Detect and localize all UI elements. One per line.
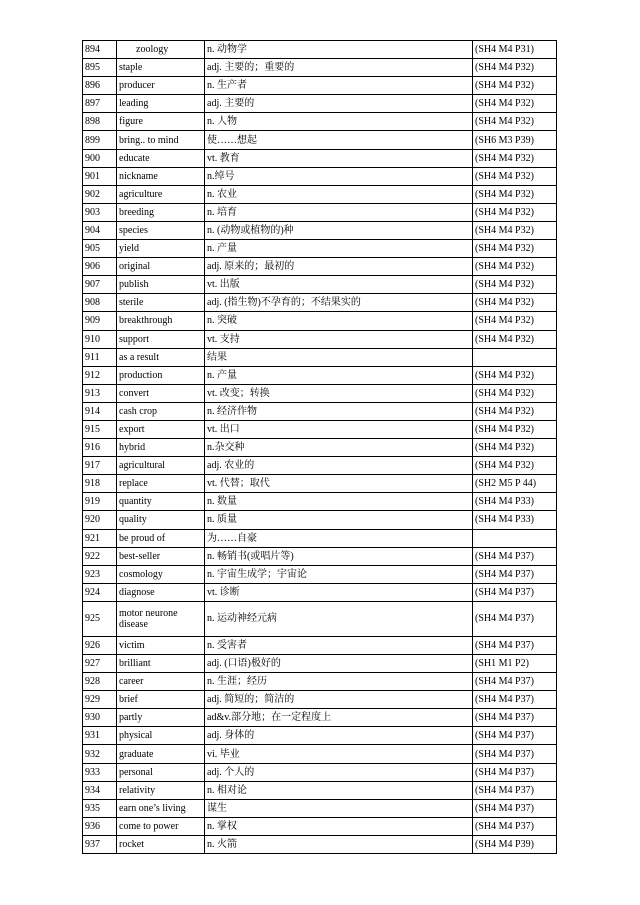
entry-word: brief <box>117 691 205 709</box>
entry-word: diagnose <box>117 583 205 601</box>
entry-source: (SH4 M4 P37) <box>473 601 557 636</box>
entry-meaning: vt. 代替；取代 <box>205 475 473 493</box>
entry-number: 894 <box>83 41 117 59</box>
entry-meaning: adj. (指生物)不孕育的；不结果实的 <box>205 294 473 312</box>
table-row <box>83 221 557 239</box>
entry-word: export <box>117 420 205 438</box>
entry-meaning: n. 宇宙生成学；宇宙论 <box>205 565 473 583</box>
entry-word: cosmology <box>117 565 205 583</box>
entry-meaning: n. 培育 <box>205 203 473 221</box>
entry-source: (SH4 M4 P37) <box>473 745 557 763</box>
table-row <box>83 601 557 636</box>
vocabulary-table-body <box>83 41 557 854</box>
entry-meaning: adj. 个人的 <box>205 763 473 781</box>
entry-source: (SH4 M4 P37) <box>473 727 557 745</box>
entry-number: 906 <box>83 258 117 276</box>
entry-source: (SH4 M4 P33) <box>473 511 557 529</box>
entry-meaning: n. 生涯；经历 <box>205 673 473 691</box>
entry-source: (SH4 M4 P32) <box>473 366 557 384</box>
entry-word: replace <box>117 475 205 493</box>
table-row <box>83 691 557 709</box>
entry-source: (SH6 M3 P39) <box>473 131 557 149</box>
entry-number: 919 <box>83 493 117 511</box>
entry-meaning: n. 质量 <box>205 511 473 529</box>
entry-word: partly <box>117 709 205 727</box>
entry-number: 924 <box>83 583 117 601</box>
entry-word: educate <box>117 149 205 167</box>
entry-word: hybrid <box>117 439 205 457</box>
entry-word: breeding <box>117 203 205 221</box>
table-row <box>83 763 557 781</box>
entry-meaning: vt. 教育 <box>205 149 473 167</box>
table-row <box>83 745 557 763</box>
vocabulary-table <box>82 40 557 854</box>
entry-source: (SH4 M4 P32) <box>473 95 557 113</box>
entry-word: personal <box>117 763 205 781</box>
entry-source: (SH4 M4 P32) <box>473 113 557 131</box>
entry-meaning: n. 数量 <box>205 493 473 511</box>
entry-number: 910 <box>83 330 117 348</box>
entry-source: (SH4 M4 P37) <box>473 636 557 654</box>
entry-number: 914 <box>83 402 117 420</box>
entry-word: bring.. to mind <box>117 131 205 149</box>
table-row <box>83 511 557 529</box>
entry-word: leading <box>117 95 205 113</box>
entry-word: sterile <box>117 294 205 312</box>
entry-word: staple <box>117 59 205 77</box>
entry-source: (SH4 M4 P32) <box>473 185 557 203</box>
entry-meaning: 为……自豪 <box>205 529 473 547</box>
entry-meaning: n. 人物 <box>205 113 473 131</box>
entry-meaning: vt. 支持 <box>205 330 473 348</box>
entry-word: victim <box>117 636 205 654</box>
entry-source: (SH4 M4 P37) <box>473 709 557 727</box>
entry-source: (SH4 M4 P32) <box>473 402 557 420</box>
table-row <box>83 835 557 853</box>
entry-source: (SH4 M4 P32) <box>473 221 557 239</box>
entry-meaning: adj. 主要的；重要的 <box>205 59 473 77</box>
entry-number: 936 <box>83 817 117 835</box>
entry-source: (SH2 M5 P 44) <box>473 475 557 493</box>
entry-meaning: n. 受害者 <box>205 636 473 654</box>
entry-number: 904 <box>83 221 117 239</box>
entry-word: quality <box>117 511 205 529</box>
table-row <box>83 420 557 438</box>
table-row <box>83 457 557 475</box>
entry-word: figure <box>117 113 205 131</box>
entry-source <box>473 529 557 547</box>
entry-number: 931 <box>83 727 117 745</box>
table-row <box>83 167 557 185</box>
entry-source: (SH4 M4 P37) <box>473 565 557 583</box>
entry-word: graduate <box>117 745 205 763</box>
entry-meaning: n.绰号 <box>205 167 473 185</box>
entry-source <box>473 348 557 366</box>
entry-number: 933 <box>83 763 117 781</box>
entry-word: quantity <box>117 493 205 511</box>
entry-word: earn one’s living <box>117 799 205 817</box>
entry-word: best-seller <box>117 547 205 565</box>
entry-meaning: vt. 改变；转换 <box>205 384 473 402</box>
table-row <box>83 77 557 95</box>
entry-number: 929 <box>83 691 117 709</box>
entry-meaning: adj. 主要的 <box>205 95 473 113</box>
table-row <box>83 799 557 817</box>
entry-source: (SH4 M4 P37) <box>473 691 557 709</box>
table-row <box>83 402 557 420</box>
entry-source: (SH4 M4 P32) <box>473 276 557 294</box>
entry-word: yield <box>117 240 205 258</box>
entry-source: (SH4 M4 P32) <box>473 330 557 348</box>
entry-source: (SH4 M4 P31) <box>473 41 557 59</box>
entry-word: motor neurone disease <box>117 601 205 636</box>
entry-number: 909 <box>83 312 117 330</box>
entry-word: species <box>117 221 205 239</box>
table-row <box>83 294 557 312</box>
entry-meaning: 结果 <box>205 348 473 366</box>
entry-source: (SH4 M4 P32) <box>473 457 557 475</box>
table-row <box>83 655 557 673</box>
entry-source: (SH4 M4 P32) <box>473 384 557 402</box>
entry-word: nickname <box>117 167 205 185</box>
entry-source: (SH4 M4 P32) <box>473 420 557 438</box>
entry-source: (SH4 M4 P37) <box>473 781 557 799</box>
entry-number: 897 <box>83 95 117 113</box>
table-row <box>83 240 557 258</box>
table-row <box>83 636 557 654</box>
entry-number: 921 <box>83 529 117 547</box>
entry-word: producer <box>117 77 205 95</box>
table-row <box>83 475 557 493</box>
entry-source: (SH4 M4 P37) <box>473 673 557 691</box>
entry-word: convert <box>117 384 205 402</box>
table-row <box>83 781 557 799</box>
entry-word: physical <box>117 727 205 745</box>
entry-word: cash crop <box>117 402 205 420</box>
entry-source: (SH4 M4 P33) <box>473 493 557 511</box>
entry-source: (SH4 M4 P32) <box>473 167 557 185</box>
entry-source: (SH4 M4 P32) <box>473 59 557 77</box>
entry-number: 937 <box>83 835 117 853</box>
table-row <box>83 149 557 167</box>
entry-word: rocket <box>117 835 205 853</box>
entry-source: (SH4 M4 P32) <box>473 439 557 457</box>
entry-source: (SH4 M4 P37) <box>473 763 557 781</box>
table-row <box>83 583 557 601</box>
entry-meaning: n. 生产者 <box>205 77 473 95</box>
entry-source: (SH4 M4 P37) <box>473 583 557 601</box>
entry-number: 926 <box>83 636 117 654</box>
entry-number: 932 <box>83 745 117 763</box>
table-row <box>83 95 557 113</box>
entry-word: production <box>117 366 205 384</box>
entry-number: 915 <box>83 420 117 438</box>
table-row <box>83 59 557 77</box>
entry-word: be proud of <box>117 529 205 547</box>
entry-meaning: n. 突破 <box>205 312 473 330</box>
entry-source: (SH4 M4 P32) <box>473 294 557 312</box>
entry-source: (SH4 M4 P32) <box>473 240 557 258</box>
entry-number: 927 <box>83 655 117 673</box>
entry-number: 905 <box>83 240 117 258</box>
entry-word: agricultural <box>117 457 205 475</box>
entry-source: (SH1 M1 P2) <box>473 655 557 673</box>
entry-number: 912 <box>83 366 117 384</box>
entry-meaning: n. 畅销书(或唱片等) <box>205 547 473 565</box>
table-row <box>83 330 557 348</box>
entry-number: 896 <box>83 77 117 95</box>
table-row <box>83 529 557 547</box>
entry-source: (SH4 M4 P37) <box>473 547 557 565</box>
table-row <box>83 113 557 131</box>
entry-meaning: n. 经济作物 <box>205 402 473 420</box>
entry-meaning: n. 火箭 <box>205 835 473 853</box>
entry-meaning: n. 相对论 <box>205 781 473 799</box>
entry-number: 925 <box>83 601 117 636</box>
entry-source: (SH4 M4 P32) <box>473 203 557 221</box>
table-row <box>83 384 557 402</box>
table-row <box>83 348 557 366</box>
entry-meaning: ad&v.部分地；在一定程度上 <box>205 709 473 727</box>
entry-number: 913 <box>83 384 117 402</box>
entry-source: (SH4 M4 P37) <box>473 817 557 835</box>
entry-word: support <box>117 330 205 348</box>
entry-word: as a result <box>117 348 205 366</box>
entry-meaning: adj. 身体的 <box>205 727 473 745</box>
entry-meaning: n. (动物或植物的)种 <box>205 221 473 239</box>
table-row <box>83 312 557 330</box>
table-row <box>83 565 557 583</box>
table-row <box>83 709 557 727</box>
entry-source: (SH4 M4 P32) <box>473 312 557 330</box>
entry-meaning: 谋生 <box>205 799 473 817</box>
table-row <box>83 203 557 221</box>
entry-number: 928 <box>83 673 117 691</box>
entry-word: career <box>117 673 205 691</box>
entry-number: 917 <box>83 457 117 475</box>
entry-meaning: n. 产量 <box>205 240 473 258</box>
table-row <box>83 493 557 511</box>
entry-source: (SH4 M4 P32) <box>473 258 557 276</box>
entry-meaning: vi. 毕业 <box>205 745 473 763</box>
entry-number: 903 <box>83 203 117 221</box>
table-row <box>83 727 557 745</box>
table-row <box>83 276 557 294</box>
entry-source: (SH4 M4 P39) <box>473 835 557 853</box>
entry-word: relativity <box>117 781 205 799</box>
entry-number: 922 <box>83 547 117 565</box>
table-row <box>83 41 557 59</box>
entry-source: (SH4 M4 P32) <box>473 77 557 95</box>
entry-source: (SH4 M4 P32) <box>473 149 557 167</box>
entry-meaning: n. 动物学 <box>205 41 473 59</box>
table-row <box>83 185 557 203</box>
entry-source: (SH4 M4 P37) <box>473 799 557 817</box>
entry-number: 923 <box>83 565 117 583</box>
entry-meaning: 使……想起 <box>205 131 473 149</box>
entry-meaning: adj. (口语)极好的 <box>205 655 473 673</box>
entry-meaning: n. 掌权 <box>205 817 473 835</box>
entry-number: 899 <box>83 131 117 149</box>
table-row <box>83 673 557 691</box>
entry-word: publish <box>117 276 205 294</box>
entry-meaning: n. 农业 <box>205 185 473 203</box>
entry-meaning: adj. 原来的；最初的 <box>205 258 473 276</box>
entry-number: 918 <box>83 475 117 493</box>
entry-meaning: n.杂交种 <box>205 439 473 457</box>
entry-number: 908 <box>83 294 117 312</box>
entry-meaning: vt. 诊断 <box>205 583 473 601</box>
entry-meaning: vt. 出口 <box>205 420 473 438</box>
entry-word: brilliant <box>117 655 205 673</box>
entry-word: come to power <box>117 817 205 835</box>
entry-number: 898 <box>83 113 117 131</box>
entry-word: zoology <box>117 41 205 59</box>
entry-meaning: n. 产量 <box>205 366 473 384</box>
entry-number: 934 <box>83 781 117 799</box>
entry-meaning: adj. 农业的 <box>205 457 473 475</box>
entry-number: 895 <box>83 59 117 77</box>
entry-meaning: adj. 简短的；简洁的 <box>205 691 473 709</box>
entry-number: 920 <box>83 511 117 529</box>
entry-number: 930 <box>83 709 117 727</box>
entry-number: 901 <box>83 167 117 185</box>
entry-word: agriculture <box>117 185 205 203</box>
entry-meaning: vt. 出版 <box>205 276 473 294</box>
table-row <box>83 439 557 457</box>
entry-number: 902 <box>83 185 117 203</box>
entry-number: 900 <box>83 149 117 167</box>
entry-number: 916 <box>83 439 117 457</box>
entry-number: 911 <box>83 348 117 366</box>
entry-meaning: n. 运动神经元病 <box>205 601 473 636</box>
entry-word: breakthrough <box>117 312 205 330</box>
table-row <box>83 366 557 384</box>
table-row <box>83 131 557 149</box>
table-row <box>83 817 557 835</box>
entry-word: original <box>117 258 205 276</box>
table-row <box>83 547 557 565</box>
entry-number: 935 <box>83 799 117 817</box>
table-row <box>83 258 557 276</box>
entry-number: 907 <box>83 276 117 294</box>
